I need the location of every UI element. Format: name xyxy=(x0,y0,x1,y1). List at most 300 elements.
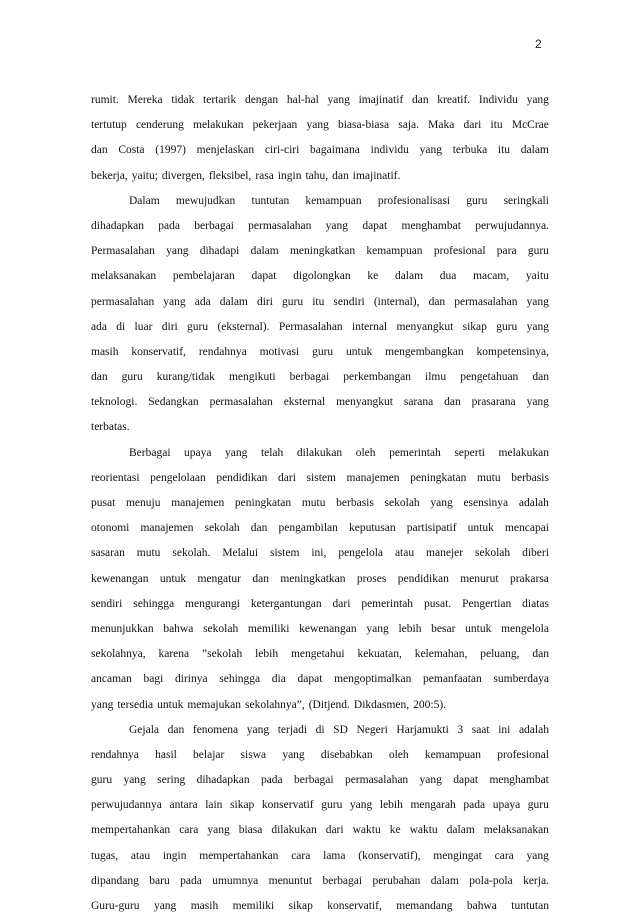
word: yang xyxy=(163,295,186,308)
word: permasalahan xyxy=(209,396,273,409)
word: rasa xyxy=(255,169,274,182)
word: dilakukan xyxy=(296,446,343,459)
word: terbatas. xyxy=(91,421,130,434)
word: mengatur xyxy=(197,572,241,585)
word: masih xyxy=(190,900,219,912)
word: diberi xyxy=(522,547,549,560)
word: kemampuan xyxy=(424,748,482,761)
word: seperti xyxy=(454,446,485,459)
word: menyangkut xyxy=(396,320,454,333)
word: lain xyxy=(205,799,223,812)
word: dan xyxy=(428,295,446,308)
word: guru xyxy=(282,295,304,308)
word: permasalahan xyxy=(91,295,155,308)
word: dalam xyxy=(219,295,248,308)
word: guru xyxy=(312,345,334,358)
word: untuk xyxy=(159,572,187,585)
word: mutu xyxy=(136,547,161,560)
word: esensinya xyxy=(463,497,509,509)
word: lebih xyxy=(398,622,422,635)
word: ada xyxy=(194,295,211,308)
word: bahwa xyxy=(466,900,497,912)
text-line xyxy=(91,869,549,894)
word: guru xyxy=(496,320,518,333)
word: ke xyxy=(367,270,379,283)
word: hasil xyxy=(155,748,177,761)
word: menjelaskan xyxy=(196,144,255,157)
page-number: 2 xyxy=(535,37,542,51)
word: yang xyxy=(526,396,549,409)
word: ini xyxy=(498,723,511,736)
word: yang xyxy=(526,849,549,862)
word: cenderung xyxy=(135,119,184,132)
word: dan xyxy=(532,648,549,661)
text-line xyxy=(91,491,549,516)
word: imajinatif xyxy=(358,94,404,106)
word: di xyxy=(116,320,126,333)
word: yang xyxy=(366,622,389,635)
word: besar xyxy=(431,622,456,635)
word: peningkatan xyxy=(234,497,292,509)
word: dan xyxy=(332,169,349,182)
word: mutu xyxy=(476,471,501,484)
word: tahu, xyxy=(305,169,329,182)
word: dari xyxy=(463,119,482,132)
text-line xyxy=(91,138,549,163)
text-line xyxy=(91,844,549,869)
word: dapat xyxy=(362,219,388,232)
word: pada xyxy=(260,774,283,787)
word: rendahnya xyxy=(91,748,139,761)
word: Permasalahan xyxy=(278,320,343,333)
text-line xyxy=(91,894,549,919)
word: internal xyxy=(352,320,388,333)
text-line xyxy=(91,768,549,793)
word: motivasi xyxy=(259,345,300,358)
word: kelemahan, xyxy=(414,648,468,661)
word: dihadapi xyxy=(199,245,240,258)
word: tuntutan xyxy=(251,194,290,207)
word: diatas xyxy=(522,597,549,610)
word: konservatif xyxy=(261,799,314,812)
word: antara xyxy=(169,799,198,812)
word: berbasis xyxy=(336,497,374,509)
word: tidak xyxy=(171,94,195,106)
word: dapat xyxy=(297,673,323,686)
word: imajinatif. xyxy=(352,169,401,182)
word: dua xyxy=(439,270,457,283)
word: memandang xyxy=(396,900,453,912)
word: baru xyxy=(149,874,170,887)
word: siswa xyxy=(240,748,267,761)
word: reorientasi xyxy=(91,471,140,484)
word: berbagai xyxy=(289,371,330,384)
word: dipandang xyxy=(91,874,139,887)
word: pusat. xyxy=(423,597,452,610)
word: pekerjaan xyxy=(252,119,298,132)
word: ke xyxy=(389,824,401,837)
word: dirinya xyxy=(175,673,208,686)
word: berbagai xyxy=(322,874,363,887)
word: profesional xyxy=(497,748,549,761)
word: profesional xyxy=(433,245,486,258)
text-line xyxy=(91,466,549,491)
word: tersedia xyxy=(117,698,154,711)
word: Maka xyxy=(428,119,455,132)
word: tertutup xyxy=(91,119,127,132)
word: berbagai xyxy=(194,219,234,232)
word: sikap xyxy=(288,900,313,912)
word: mewujudkan xyxy=(175,194,236,207)
word: sekolahnya”, xyxy=(244,698,305,711)
word: dan xyxy=(411,94,429,106)
word: mengingat xyxy=(433,849,482,862)
word: yang xyxy=(207,824,230,837)
word: kreatif. xyxy=(437,94,471,106)
word: (eksternal). xyxy=(217,320,270,333)
word: (internal), xyxy=(373,295,420,308)
word: cara xyxy=(291,849,311,862)
word: kewenangan xyxy=(91,572,149,585)
word: adalah xyxy=(518,497,549,509)
word: yang xyxy=(225,446,248,459)
word: sekolah xyxy=(204,522,240,535)
word: sering xyxy=(157,774,186,787)
word: sumberdaya xyxy=(493,673,549,686)
word: dan xyxy=(252,572,269,585)
word: mengurangi xyxy=(185,597,240,610)
word: guru xyxy=(187,320,209,333)
word: dalam xyxy=(446,824,475,837)
word: permasalahan xyxy=(344,774,409,787)
word: pola-pola xyxy=(469,874,513,887)
word: mengikuti xyxy=(228,371,276,384)
word: Dikdasmen, xyxy=(353,698,410,711)
word: upaya xyxy=(492,799,521,812)
word: menuntut xyxy=(268,874,313,887)
word: pemanfaatan xyxy=(423,673,482,686)
word: meningkatkan xyxy=(280,572,346,585)
word: dilakukan xyxy=(271,824,317,837)
word: bagi xyxy=(143,673,164,686)
word: diri xyxy=(256,295,273,308)
word: bekerja, xyxy=(91,169,128,182)
word: dihadapkan xyxy=(91,219,145,232)
word: diri xyxy=(161,320,178,333)
word: terjadi xyxy=(277,723,308,736)
word: Dalam xyxy=(129,194,160,207)
word: dan xyxy=(91,371,108,384)
word: 200:5). xyxy=(413,698,447,711)
word: saja. xyxy=(398,119,419,132)
word: memiliki xyxy=(247,622,290,635)
word: pendidikan xyxy=(216,471,268,484)
word: dan xyxy=(532,371,549,384)
word: luar xyxy=(134,320,153,333)
word: guru xyxy=(527,245,549,258)
word: ini, xyxy=(311,547,327,560)
word: perwujudannya xyxy=(91,799,162,812)
word: dan xyxy=(91,144,108,157)
word: oleh xyxy=(388,748,409,761)
word: dalam xyxy=(250,245,279,258)
word: profesionalisasi xyxy=(377,194,451,207)
word: tuntutan xyxy=(511,900,549,912)
word: itu xyxy=(490,119,503,132)
word: memiliki xyxy=(232,900,275,912)
word: biasa xyxy=(238,824,263,837)
word: berbagai xyxy=(294,774,334,787)
word: saat xyxy=(471,723,490,736)
word: lama xyxy=(323,849,346,862)
word: mutu xyxy=(301,497,326,509)
word: permasalahan xyxy=(454,295,518,308)
word: sasaran xyxy=(91,547,125,560)
word: dari xyxy=(325,824,344,837)
word: disebabkan xyxy=(320,748,373,761)
word: sistem xyxy=(306,471,336,484)
word: rumit. xyxy=(91,94,119,106)
word: dari xyxy=(278,471,296,484)
word: manajemen xyxy=(140,522,194,535)
text-line xyxy=(91,541,549,566)
word: kompetensinya, xyxy=(476,345,549,358)
word: di xyxy=(315,723,325,736)
word: pengelola xyxy=(338,547,384,560)
word: ancaman xyxy=(91,673,132,686)
word: ilmu xyxy=(425,371,447,384)
word: yaitu xyxy=(525,270,549,283)
word: ada xyxy=(91,320,107,333)
word: peluang, xyxy=(480,648,520,661)
text-line xyxy=(91,516,549,541)
text-line xyxy=(91,113,549,138)
word: dari xyxy=(332,597,351,610)
word: atau xyxy=(130,849,151,862)
word: yang xyxy=(306,119,329,132)
word: guru xyxy=(527,799,549,812)
word: melakukan xyxy=(498,446,549,459)
word: pengelolaan xyxy=(150,471,206,484)
word: cara xyxy=(494,849,514,862)
text-line xyxy=(91,390,549,415)
text-line xyxy=(91,88,549,113)
word: sikap xyxy=(230,799,255,812)
word: guru xyxy=(466,194,488,207)
word: kemampuan xyxy=(366,245,423,258)
word: Individu xyxy=(478,94,518,106)
paragraph-4 xyxy=(91,718,549,919)
text-line xyxy=(91,743,549,768)
word: yang xyxy=(123,774,146,787)
word: telah xyxy=(260,446,284,459)
body-text xyxy=(91,88,549,919)
word: dan xyxy=(444,396,461,409)
word: dalam xyxy=(394,270,424,283)
word: adalah xyxy=(518,723,549,736)
word: sekolah xyxy=(203,622,239,635)
text-line xyxy=(91,264,549,289)
word: eksternal xyxy=(283,396,326,409)
text-line xyxy=(91,340,549,365)
word: pengambilan xyxy=(278,522,338,535)
word: pada xyxy=(158,219,181,232)
word: dan xyxy=(250,522,268,535)
word: waktu xyxy=(409,824,438,837)
text-line xyxy=(91,189,549,214)
word: manajemen xyxy=(346,471,400,484)
word: partisipatif xyxy=(406,522,457,535)
word: prasarana xyxy=(471,396,516,409)
text-line xyxy=(91,315,549,340)
paragraph-1 xyxy=(91,88,549,189)
word: yang xyxy=(327,94,350,106)
word: manajemen xyxy=(171,497,225,509)
word: menuju xyxy=(125,497,161,509)
word: waktu xyxy=(352,824,381,837)
word: seringkali xyxy=(503,194,549,207)
text-line xyxy=(91,718,549,743)
word: pemerintah xyxy=(361,597,414,610)
word: sendiri xyxy=(333,295,365,308)
word: kemampuan xyxy=(305,194,362,207)
word: untuk xyxy=(465,622,492,635)
word: yang xyxy=(166,245,189,258)
word: ingin xyxy=(162,849,187,862)
word: menurut xyxy=(460,572,499,585)
word: 3 xyxy=(457,723,464,736)
word: cara xyxy=(179,824,199,837)
word: Guru-guru xyxy=(91,900,140,912)
word: yaitu; xyxy=(131,169,158,182)
word: otonomi xyxy=(91,522,130,535)
word: melakukan xyxy=(193,119,244,132)
word: tertarik xyxy=(203,94,237,106)
word: pendidikan xyxy=(397,572,449,585)
word: dalam xyxy=(430,874,459,887)
word: guru xyxy=(121,371,143,384)
word: belajar xyxy=(193,748,225,761)
word: yang xyxy=(246,723,270,736)
word: bagaimana xyxy=(310,144,360,157)
text-line xyxy=(91,818,549,843)
text-line xyxy=(91,617,549,642)
text-line xyxy=(91,793,549,818)
word: Sedangkan xyxy=(148,396,199,409)
word: (konservatif), xyxy=(358,849,421,862)
word: dalam xyxy=(520,144,549,157)
word: sekolah. xyxy=(172,547,211,560)
word: yang xyxy=(325,219,349,232)
word: untuk xyxy=(346,345,373,358)
text-line xyxy=(91,290,549,315)
text-line xyxy=(91,415,549,440)
word: sistem xyxy=(270,547,300,560)
word: para xyxy=(496,245,517,258)
word: tugas, xyxy=(91,849,119,862)
word: memajukan xyxy=(187,698,241,711)
word: ”sekolah xyxy=(201,648,243,661)
word: fleksibel, xyxy=(208,169,252,182)
text-line xyxy=(91,239,549,264)
word: ketergantungan xyxy=(250,597,322,610)
word: kerja. xyxy=(523,874,549,887)
word: pemerintah xyxy=(389,446,441,459)
word: fenomena xyxy=(192,723,239,736)
word: sekolahnya, xyxy=(91,648,146,661)
word: Gejala xyxy=(129,723,160,736)
word: itu xyxy=(312,295,325,308)
word: ingin xyxy=(277,169,302,182)
word: masih xyxy=(91,345,119,358)
word: guru xyxy=(91,774,113,787)
text-line xyxy=(91,667,549,692)
word: lebih xyxy=(255,648,279,661)
word: pada xyxy=(463,799,486,812)
word: Costa xyxy=(118,144,145,157)
word: Melalui xyxy=(222,547,259,560)
word: permasalahan xyxy=(248,219,312,232)
word: melaksanakan xyxy=(483,824,549,837)
word: individu xyxy=(370,144,409,157)
word: terbuka xyxy=(452,144,488,157)
word: mempertahankan xyxy=(91,824,171,837)
word: berbasis xyxy=(511,471,549,484)
word: ciri-ciri xyxy=(264,144,300,157)
word: dapat xyxy=(453,774,479,787)
word: menghambat xyxy=(489,774,549,787)
word: yang xyxy=(419,774,442,787)
word: yang xyxy=(349,799,373,812)
word: mengembangkan xyxy=(385,345,464,358)
word: lebih xyxy=(379,799,403,812)
word: sarana xyxy=(403,396,434,409)
word: pengetahuan xyxy=(460,371,519,384)
word: menyangkut xyxy=(336,396,393,409)
text-line xyxy=(91,214,549,239)
word: (Ditjend. xyxy=(308,698,350,711)
word: pembelajaran xyxy=(172,270,235,283)
word: guru xyxy=(321,799,343,812)
word: hal-hal xyxy=(286,94,319,106)
word: mengelola xyxy=(501,622,549,635)
word: sehingga xyxy=(219,673,261,686)
word: pada xyxy=(180,874,202,887)
word: untuk xyxy=(467,522,494,535)
text-line xyxy=(91,642,549,667)
word: proses xyxy=(356,572,387,585)
word: pusat xyxy=(91,497,116,509)
word: Berbagai xyxy=(129,446,171,459)
word: mempertahankan xyxy=(199,849,279,862)
word: yang xyxy=(526,320,549,333)
word: biasa-biasa xyxy=(337,119,390,132)
word: mengarah xyxy=(410,799,456,812)
word: meningkatkan xyxy=(289,245,356,258)
word: kewenangan xyxy=(299,622,357,635)
word: kurang/tidak xyxy=(156,371,215,384)
word: yang xyxy=(91,698,114,711)
word: keputusan xyxy=(348,522,396,535)
word: yang xyxy=(153,900,177,912)
word: menghambat xyxy=(401,219,461,232)
paragraph-3 xyxy=(91,441,549,718)
word: perwujudannya. xyxy=(475,219,549,232)
paragraph-2 xyxy=(91,189,549,441)
word: yang xyxy=(419,144,442,157)
word: yang xyxy=(282,748,305,761)
text-line xyxy=(91,592,549,617)
